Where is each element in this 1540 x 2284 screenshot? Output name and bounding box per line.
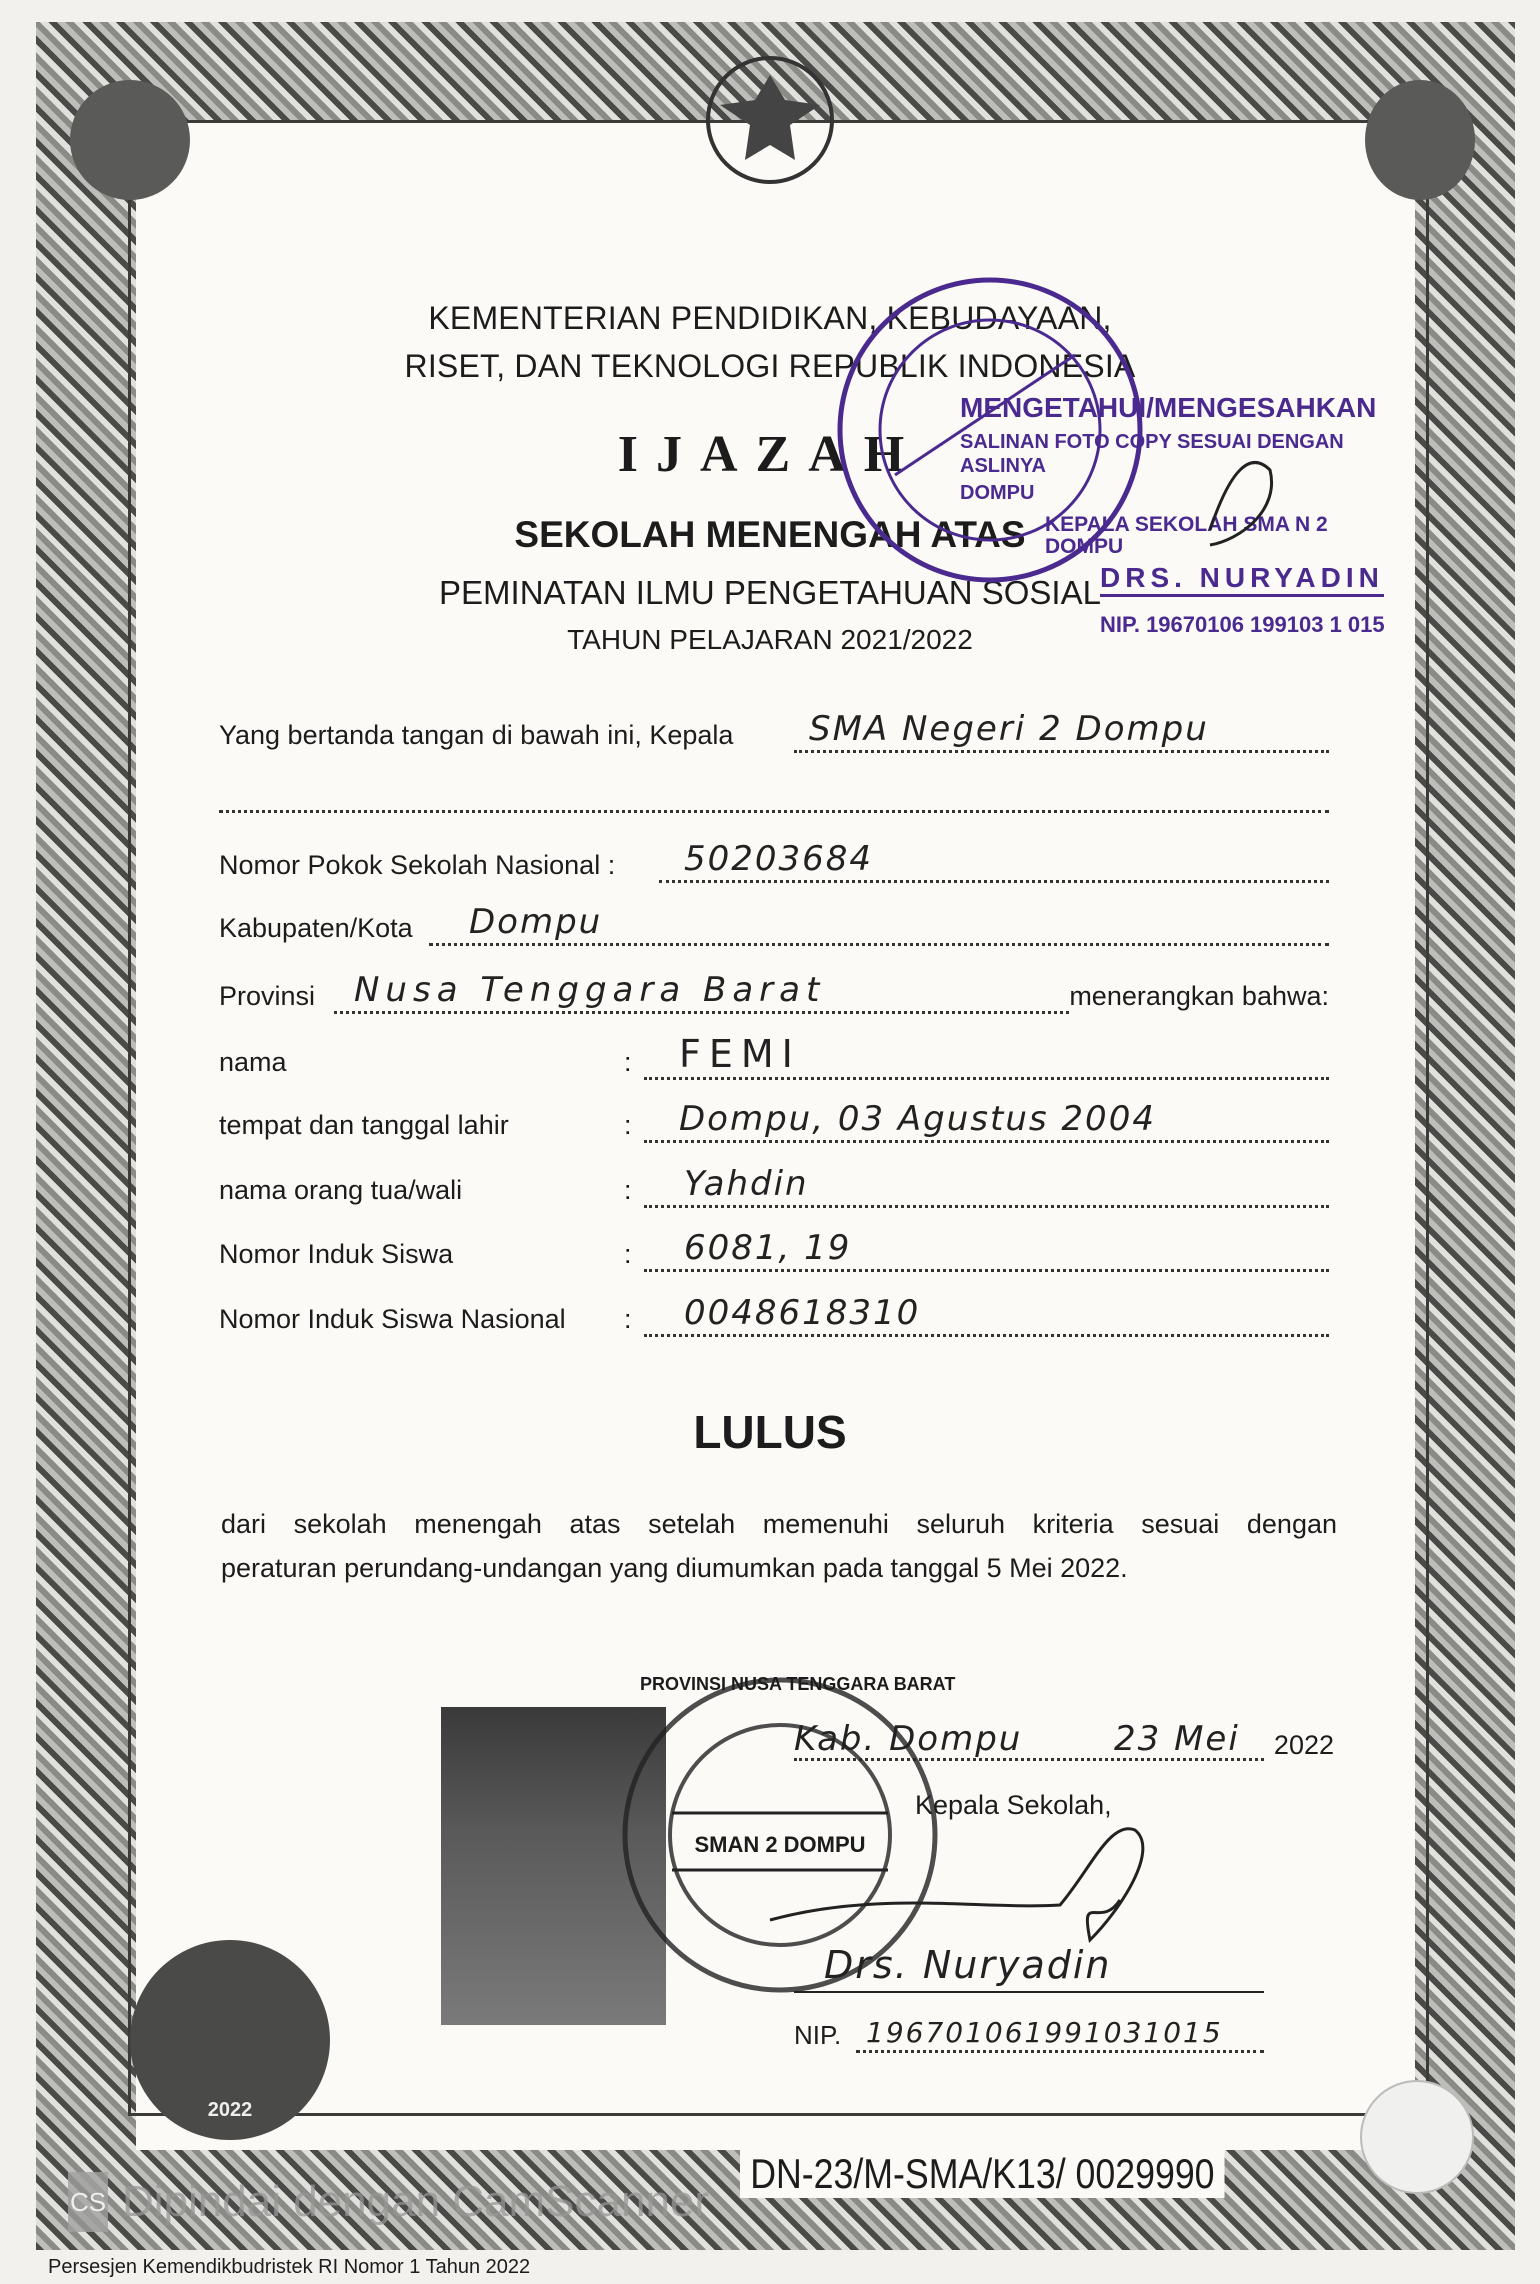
school-year: TAHUN PELAJARAN 2021/2022: [567, 624, 973, 655]
colon: :: [624, 1175, 632, 1205]
field-provinsi: [219, 970, 1329, 1016]
nip-label: NIP.: [794, 2020, 842, 2050]
field-label: tempat dan tanggal lahir: [219, 1110, 509, 1140]
field-npsn: [219, 839, 1329, 885]
field-label: Yang bertanda tangan di bawah ini, Kepala: [219, 720, 734, 750]
legalization-line-3: DOMPU: [960, 482, 1035, 504]
field-nisn: [219, 1293, 1329, 1339]
garuda-emblem-icon: [700, 45, 840, 195]
field-label: nama orang tua/wali: [219, 1175, 463, 1205]
camscanner-watermark: [68, 2172, 709, 2232]
field-value: SMA Negeri 2 Dompu: [809, 709, 1209, 749]
field-value: Yahdin: [684, 1164, 809, 1204]
statement-line-1: dari sekolah menengah atas setelah memenuhi seluruh kriteria sesuai dengan: [221, 1509, 1337, 1539]
legalization-line-1: MENGETAHUI/MENGESAHKAN: [960, 392, 1377, 423]
document-number: DN-23/M-SMA/K13/ 0029990: [740, 2150, 1225, 2198]
ministry-line-2: RISET, DAN TEKNOLOGI REPUBLIK INDONESIA: [404, 348, 1136, 384]
field-value: Dompu: [469, 902, 603, 942]
signature-role: Kepala Sekolah,: [915, 1790, 1112, 1820]
hologram-seal: [130, 1940, 330, 2140]
field-value: Dompu, 03 Agustus 2004: [679, 1099, 1156, 1139]
signature-name: Drs. Nuryadin: [824, 1943, 1112, 1987]
field-nis: [219, 1228, 1329, 1274]
watermark-text: Dipindai dengan CamScanner: [122, 2177, 710, 2226]
signature-place: Kab. Dompu: [794, 1719, 1023, 1759]
document-title: IJAZAH: [617, 426, 923, 483]
field-label: Nomor Pokok Sekolah Nasional :: [219, 850, 616, 880]
field-kepala: [219, 709, 1329, 755]
legalization-name: DRS. NURYADIN: [1100, 562, 1384, 597]
field-label: Nomor Induk Siswa: [219, 1239, 454, 1269]
field-label: Kabupaten/Kota: [219, 913, 413, 943]
colon: :: [624, 1304, 632, 1334]
result: LULUS: [693, 1406, 847, 1458]
field-kabupaten: [219, 902, 1329, 948]
ministry-line-1: KEMENTERIAN PENDIDIKAN, KEBUDAYAAN,: [428, 300, 1112, 336]
legalization-line-2: SALINAN FOTO COPY SESUAI DENGAN ASLINYA: [960, 431, 1344, 477]
school-stamp-text: SMAN 2 DOMPU: [694, 1832, 866, 1857]
legalization-nip: NIP. 19670106 199103 1 015: [1100, 612, 1385, 637]
school-level: SEKOLAH MENENGAH ATAS: [514, 514, 1026, 555]
field-value: Nusa Tenggara Barat: [354, 970, 826, 1010]
field-label: nama: [219, 1047, 287, 1077]
colon: :: [624, 1239, 632, 1269]
hologram-year: 2022: [207, 2099, 253, 2121]
statement-line-2: peraturan perundang-undangan yang diumumkan pada tanggal 5 Mei 2022.: [221, 1553, 1128, 1583]
field-label: Provinsi: [219, 981, 316, 1011]
nip-value: 196701061991031015: [866, 2016, 1223, 2049]
program: PEMINATAN ILMU PENGETAHUAN SOSIAL: [439, 574, 1101, 611]
field-suffix: menerangkan bahwa:: [1069, 981, 1329, 1011]
field-value: FEMI: [679, 1032, 801, 1076]
signature-date: 23 Mei: [1114, 1719, 1240, 1759]
field-nama: [219, 1032, 1329, 1082]
field-value: 50203684: [684, 839, 874, 879]
corner-medallion: [1365, 80, 1475, 200]
field-kepala-continued: [219, 775, 1329, 815]
signature-year: 2022: [1273, 1730, 1334, 1760]
camscanner-logo-icon: CS: [68, 2172, 108, 2232]
legalization-signature-mark: [1200, 430, 1320, 550]
corner-medallion: [70, 80, 190, 200]
colon: :: [624, 1110, 632, 1140]
legalization-line-4: KEPALA SEKOLAH SMA N 2 DOMPU: [1045, 513, 1328, 558]
colon: :: [624, 1047, 632, 1077]
field-ttl: [219, 1099, 1329, 1145]
field-orang-tua: [219, 1164, 1329, 1210]
field-value: 6081, 19: [684, 1228, 852, 1268]
field-label: Nomor Induk Siswa Nasional: [219, 1304, 566, 1334]
signature-nip: [794, 2015, 1264, 2055]
field-value: 0048618310: [684, 1293, 921, 1333]
school-stamp-ring: PROVINSI NUSA TENGGARA BARAT: [640, 1674, 956, 1694]
footer-note: Persesjen Kemendikbudristek RI Nomor 1 Tahun 2022: [48, 2256, 531, 2278]
corner-seal: [1360, 2080, 1474, 2194]
